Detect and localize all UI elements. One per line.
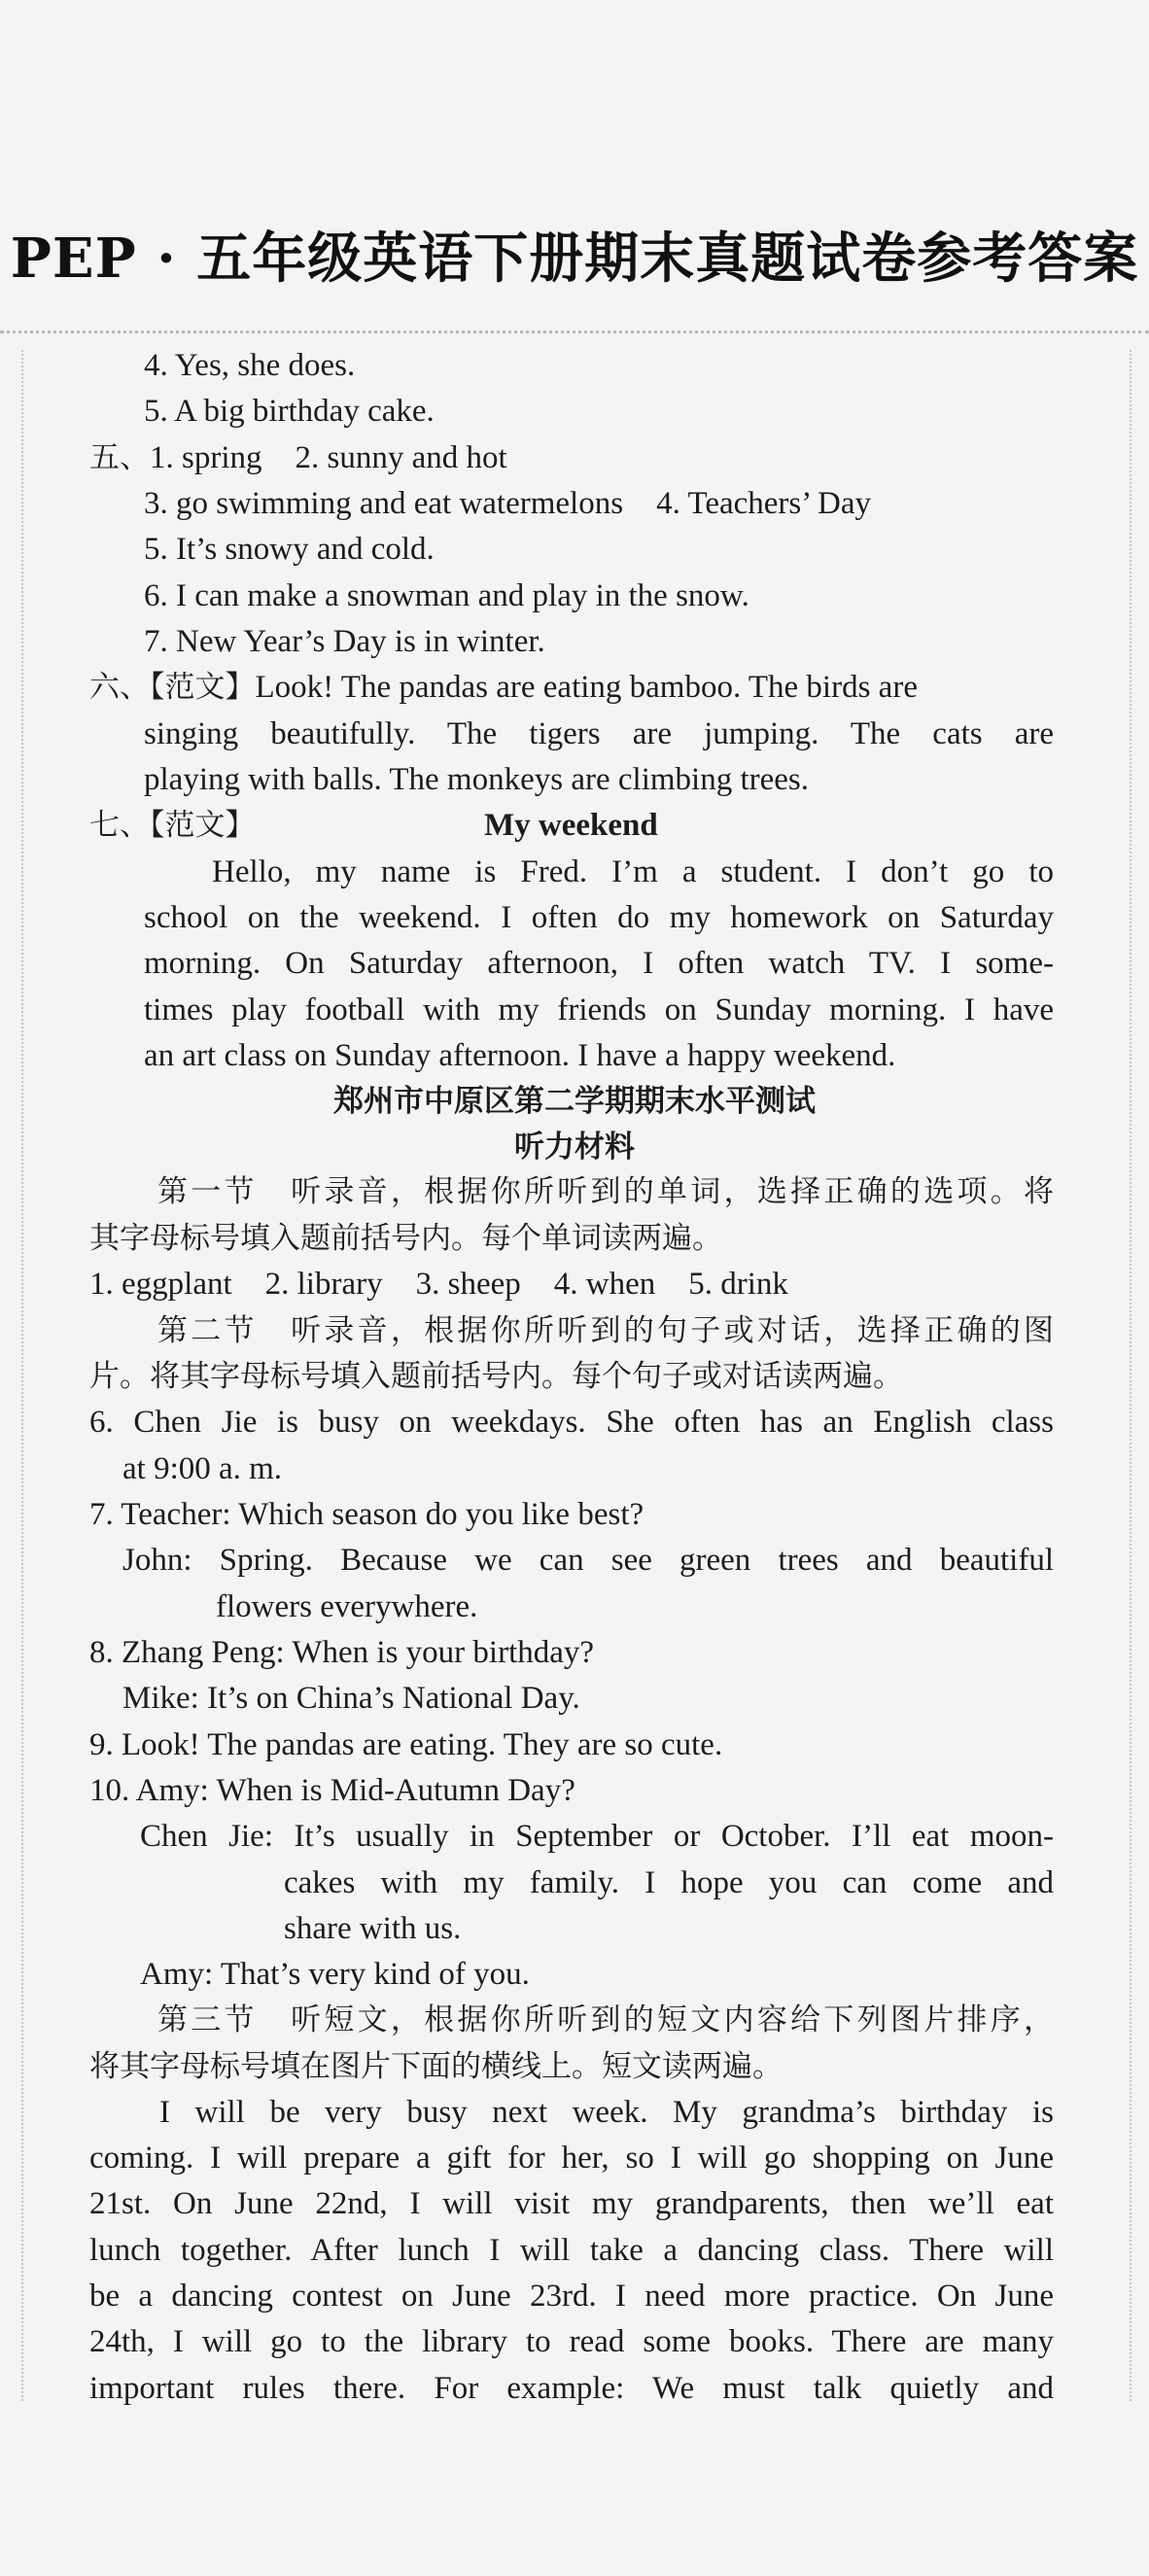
word-3: 3. sheep	[415, 1267, 521, 1302]
word-1: 1. eggplant	[89, 1267, 232, 1302]
page-title: PEP · 五年级英语下册期末真题试卷参考答案	[10, 226, 1139, 291]
q7-line-3: flowers everywhere.	[216, 1589, 478, 1624]
q6-line-1: 6. Chen Jie is busy on weekdays. She often has an English class	[89, 1405, 1054, 1440]
q10-line-2: Chen Jie: It’s usually in September or October. I’ll eat moon-	[140, 1819, 1054, 1854]
essay-line-3: morning. On Saturday afternoon, I often watch TV. I some-	[144, 946, 1054, 981]
essay-line-1: Hello, my name is Fred. I’m a student. I don’t go to	[212, 854, 1054, 889]
q10-line-4: share with us.	[284, 1911, 462, 1946]
q6-line-2: at 9:00 a. m.	[122, 1451, 283, 1486]
s6-marker: 六、【范文】	[89, 670, 256, 705]
s6-line-2: singing beautifully. The tigers are jumping. The cats are	[144, 716, 1054, 751]
q7-line-1: 7. Teacher: Which season do you like best?	[89, 1497, 644, 1532]
essay-line-5: an art class on Sunday afternoon. I have a happy weekend.	[144, 1038, 896, 1073]
test-subtitle: 听力材料	[514, 1130, 635, 1165]
s4-answer-5: 5. A big birthday cake.	[144, 394, 435, 429]
left-dotted-border	[21, 350, 23, 2401]
passage-line-4: lunch together. After lunch I will take a dancing class. There will	[89, 2233, 1054, 2268]
passage-line-5: be a dancing contest on June 23rd. I need more practice. On June	[89, 2279, 1054, 2314]
word-list	[89, 1263, 788, 1305]
s5-answer-5: 5. It’s snowy and cold.	[144, 532, 435, 567]
q8-line-2: Mike: It’s on China’s National Day.	[122, 1681, 580, 1716]
passage-line-2: coming. I will prepare a gift for her, so I will go shopping on June	[89, 2141, 1054, 2176]
s5-answer-7: 7. New Year’s Day is in winter.	[144, 624, 545, 659]
s6-row-1	[89, 666, 918, 709]
s5-row-2	[144, 482, 871, 525]
essay-line-4: times play football with my friends on Sunday morning. I have	[144, 992, 1054, 1027]
passage-line-7: important rules there. For example: We must talk quietly and	[89, 2371, 1054, 2406]
q7-line-2: John: Spring. Because we can see green trees and beautiful	[122, 1543, 1054, 1578]
part2-line-2: 片。将其字母标号填入题前括号内。每个句子或对话读两遍。	[89, 1359, 903, 1394]
s5-answer-2: 2. sunny and hot	[295, 440, 507, 475]
q8-line-1: 8. Zhang Peng: When is your birthday?	[89, 1635, 595, 1670]
s5-answer-4: 4. Teachers’ Day	[656, 486, 872, 521]
s4-answer-4: 4. Yes, she does.	[144, 348, 356, 383]
part2-line-1: 第二节 听录音，根据你所听到的句子或对话，选择正确的图	[157, 1313, 1054, 1348]
s6-line-3: playing with balls. The monkeys are climbing trees.	[144, 762, 809, 797]
passage-line-3: 21st. On June 22nd, I will visit my grandparents, then we’ll eat	[89, 2186, 1054, 2221]
test-title: 郑州市中原区第二学期期末水平测试	[333, 1084, 816, 1119]
part1-line-1: 第一节 听录音，根据你所听到的单词，选择正确的选项。将	[157, 1174, 1054, 1209]
title-divider	[0, 331, 1149, 333]
part1-line-2: 其字母标号填入题前括号内。每个单词读两遍。	[89, 1221, 722, 1256]
part3-line-2: 将其字母标号填在图片下面的横线上。短文读两遍。	[89, 2049, 783, 2084]
word-5: 5. drink	[688, 1267, 788, 1302]
s5-marker: 五、	[89, 440, 150, 475]
q10-line-5: Amy: That’s very kind of you.	[140, 1957, 530, 1992]
s5-row-1	[89, 436, 507, 479]
essay-line-2: school on the weekend. I often do my homework on Saturday	[144, 900, 1054, 935]
passage-line-1: I will be very busy next week. My grandma’s birthday is	[159, 2095, 1054, 2130]
right-dotted-border	[1130, 350, 1132, 2401]
s7-marker	[89, 804, 256, 847]
s5-answer-3: 3. go swimming and eat watermelons	[144, 486, 624, 521]
q10-line-1: 10. Amy: When is Mid-Autumn Day?	[89, 1773, 575, 1808]
s6-line-1: Look! The pandas are eating bamboo. The birds are	[255, 670, 918, 705]
s7-marker-text: 七、【范文】	[89, 808, 256, 843]
s5-answer-6: 6. I can make a snowman and play in the snow.	[144, 578, 749, 613]
passage-line-6: 24th, I will go to the library to read some books. There are many	[89, 2324, 1054, 2359]
word-4: 4. when	[553, 1267, 656, 1302]
q10-line-3: cakes with my family. I hope you can come and	[284, 1865, 1054, 1900]
part3-line-1: 第三节 听短文，根据你所听到的短文内容给下列图片排序，	[157, 2002, 1054, 2037]
s5-answer-1: 1. spring	[150, 440, 262, 475]
q9: 9. Look! The pandas are eating. They are so cute.	[89, 1727, 723, 1762]
word-2: 2. library	[264, 1267, 383, 1302]
essay-title: My weekend	[484, 808, 658, 843]
